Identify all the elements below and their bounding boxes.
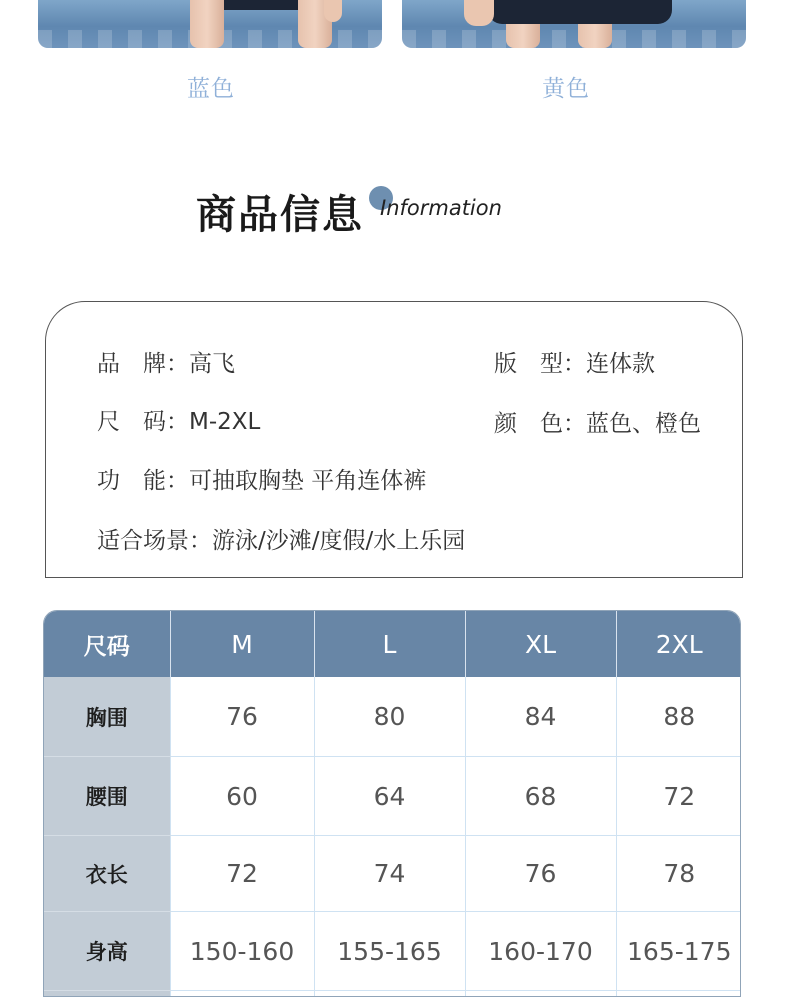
info-function: 功 能：可抽取胸垫 平角连体裤 bbox=[97, 468, 427, 494]
info-style: 版 型：连体款 bbox=[494, 351, 655, 377]
row-label-waist: 腰围 bbox=[44, 757, 170, 836]
table-cell bbox=[465, 991, 616, 997]
row-label-height: 身高 bbox=[44, 912, 170, 991]
size-table bbox=[43, 610, 741, 997]
model-hand bbox=[464, 0, 494, 26]
swimsuit-skirt bbox=[488, 0, 672, 24]
header-size-2xl: 2XL bbox=[616, 611, 741, 677]
row-label-length: 衣长 bbox=[44, 836, 170, 912]
table-cell: 84 bbox=[465, 677, 616, 757]
product-photo-yellow bbox=[402, 0, 746, 48]
table-cell: 72 bbox=[170, 836, 314, 912]
table-cell: 64 bbox=[314, 757, 465, 836]
table-cell: 80 bbox=[314, 677, 465, 757]
header-size-xl: XL bbox=[465, 611, 616, 677]
table-cell: 76 bbox=[170, 677, 314, 757]
header-corner: 尺码 bbox=[44, 611, 170, 677]
model-leg bbox=[506, 24, 540, 48]
table-cell: 72 bbox=[616, 757, 741, 836]
table-row bbox=[44, 677, 741, 757]
section-title: 商品信息 bbox=[196, 192, 364, 238]
info-brand: 品 牌：高飞 bbox=[97, 351, 235, 377]
table-cell: 160-170 bbox=[465, 912, 616, 991]
row-label-partial bbox=[44, 991, 170, 997]
header-size-l: L bbox=[314, 611, 465, 677]
info-color: 颜 色：蓝色、橙色 bbox=[494, 411, 701, 437]
table-row-partial bbox=[44, 991, 741, 997]
header-size-m: M bbox=[170, 611, 314, 677]
table-row bbox=[44, 836, 741, 912]
row-label-bust: 胸围 bbox=[44, 677, 170, 757]
table-cell: 165-175 bbox=[616, 912, 741, 991]
table-cell bbox=[170, 991, 314, 997]
model-leg bbox=[578, 24, 612, 48]
product-info-card bbox=[45, 301, 743, 578]
info-size: 尺 码：M-2XL bbox=[97, 409, 261, 435]
table-cell: 88 bbox=[616, 677, 741, 757]
table-row bbox=[44, 757, 741, 836]
table-cell: 150-160 bbox=[170, 912, 314, 991]
size-table-header bbox=[44, 611, 741, 677]
table-cell bbox=[314, 991, 465, 997]
model-leg bbox=[190, 0, 224, 48]
table-cell: 76 bbox=[465, 836, 616, 912]
table-cell: 60 bbox=[170, 757, 314, 836]
section-title-en: Information bbox=[380, 196, 502, 220]
table-cell: 78 bbox=[616, 836, 741, 912]
color-label-yellow: 黄色 bbox=[542, 76, 590, 102]
table-cell: 155-165 bbox=[314, 912, 465, 991]
table-cell bbox=[616, 991, 741, 997]
model-hand bbox=[324, 0, 342, 22]
info-scene: 适合场景：游泳/沙滩/度假/水上乐园 bbox=[97, 528, 466, 554]
table-cell: 74 bbox=[314, 836, 465, 912]
product-photo-blue bbox=[38, 0, 382, 48]
water-decoration bbox=[402, 30, 746, 48]
color-label-blue: 蓝色 bbox=[187, 76, 235, 102]
table-row bbox=[44, 912, 741, 991]
table-cell: 68 bbox=[465, 757, 616, 836]
